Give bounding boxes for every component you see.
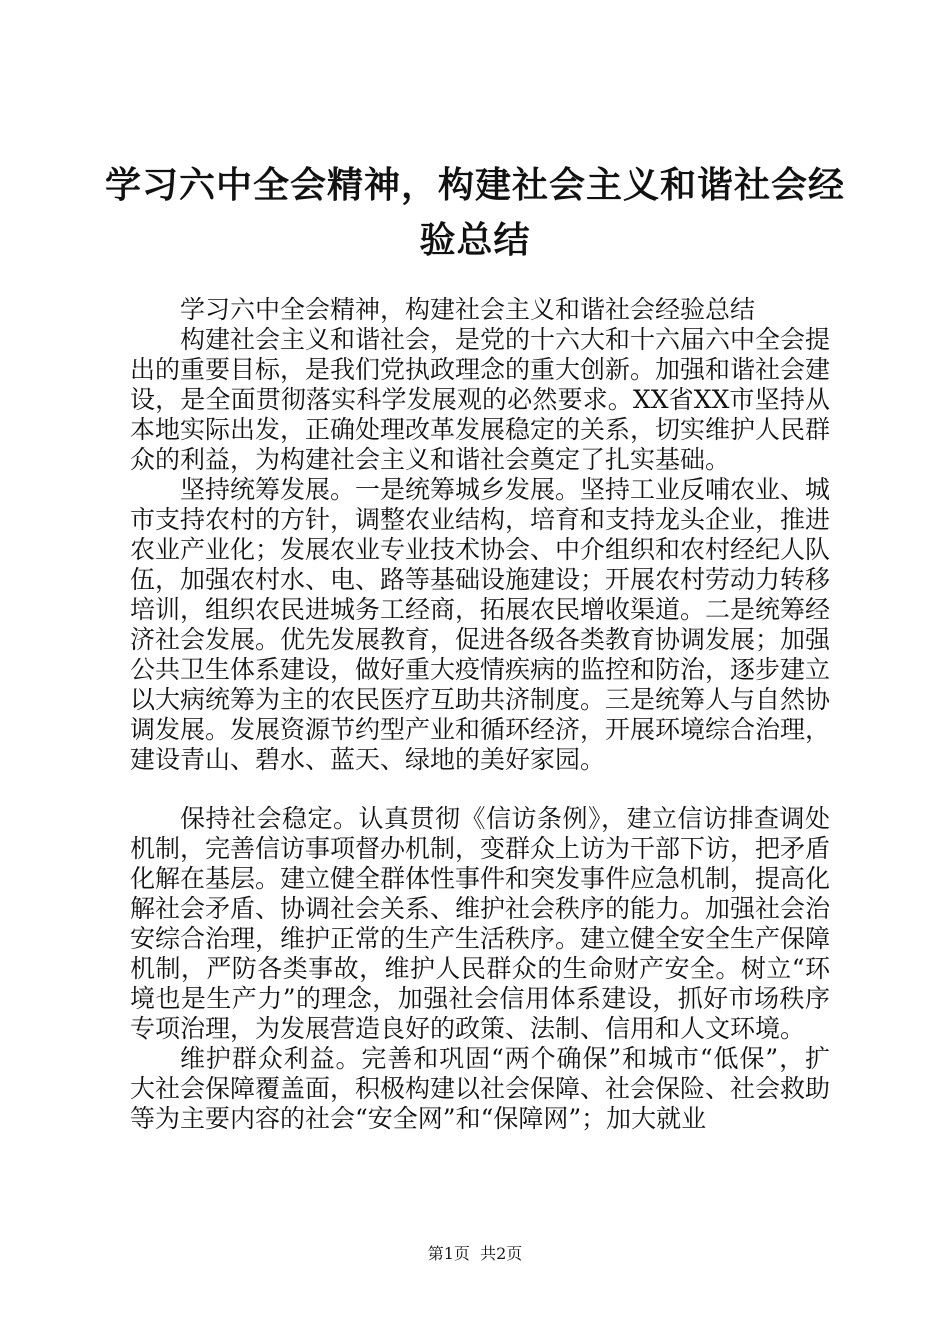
page-number-footer: 第1页 共2页	[427, 1244, 523, 1263]
intro-paragraph: 构建社会主义和谐社会，是党的十六大和十六届六中全会提出的重要目标，是我们党执政理念的重大创新。加强和谐社会建设，是全面贯彻落实科学发展观的必然要求。XX省XX市坚持从本地实际出发，正确处理改革发展稳定的关系，切实维护人民群众的利益，为构建社会主义和谐社会奠定了扎实基础。	[130, 325, 831, 474]
document-body	[130, 295, 830, 1134]
social-stability-paragraph: 保持社会稳定。认真贯彻《信访条例》，建立信访排查调处机制，完善信访事项督办机制，变群众上访为干部下访，把矛盾化解在基层。建立健全群体性事件和突发事件应急机制，提高化解社会矛盾、协调社会关系、维护社会秩序的能力。加强社会治安综合治理，维护正常的生产生活秩序。建立健全安全生产保障机制，严防各类事故，维护人民群众的生命财产安全。树立“环境也是生产力”的理念，加强社会信用体系建设，抓好市场秩序专项治理，为发展营造良好的政策、法制、信用和人文环境。	[130, 804, 831, 1043]
coordinated-development-paragraph: 坚持统筹发展。一是统筹城乡发展。坚持工业反哺农业、城市支持农村的方针，调整农业结构，培育和支持龙头企业，推进农业产业化；发展农业专业技术协会、中介组织和农村经纪人队伍，加强农村水、电、路等基础设施建设；开展农村劳动力转移培训，组织农民进城务工经商，拓展农民增收渠道。二是统筹经济社会发展。优先发展教育，促进各级各类教育协调发展；加强公共卫生体系建设，做好重大疫情疾病的监控和防治，逐步建立以大病统筹为主的农民医疗互助共济制度。三是统筹人与自然协调发展。发展资源节约型产业和循环经济，开展环境综合治理，建设青山、碧水、蓝天、绿地的美好家园。	[130, 475, 831, 774]
subtitle-paragraph: 学习六中全会精神，构建社会主义和谐社会经验总结	[180, 295, 756, 324]
document-title-line-2: 验总结	[419, 219, 531, 261]
public-interest-paragraph: 维护群众利益。完善和巩固“两个确保”和城市“低保”，扩大社会保障覆盖面，积极构建以社会保障、社会保险、社会救助等为主要内容的社会“安全网”和“保障网”；加大就业	[130, 1044, 831, 1133]
document-title-line-1: 学习六中全会精神，构建社会主义和谐社会经	[104, 164, 845, 206]
